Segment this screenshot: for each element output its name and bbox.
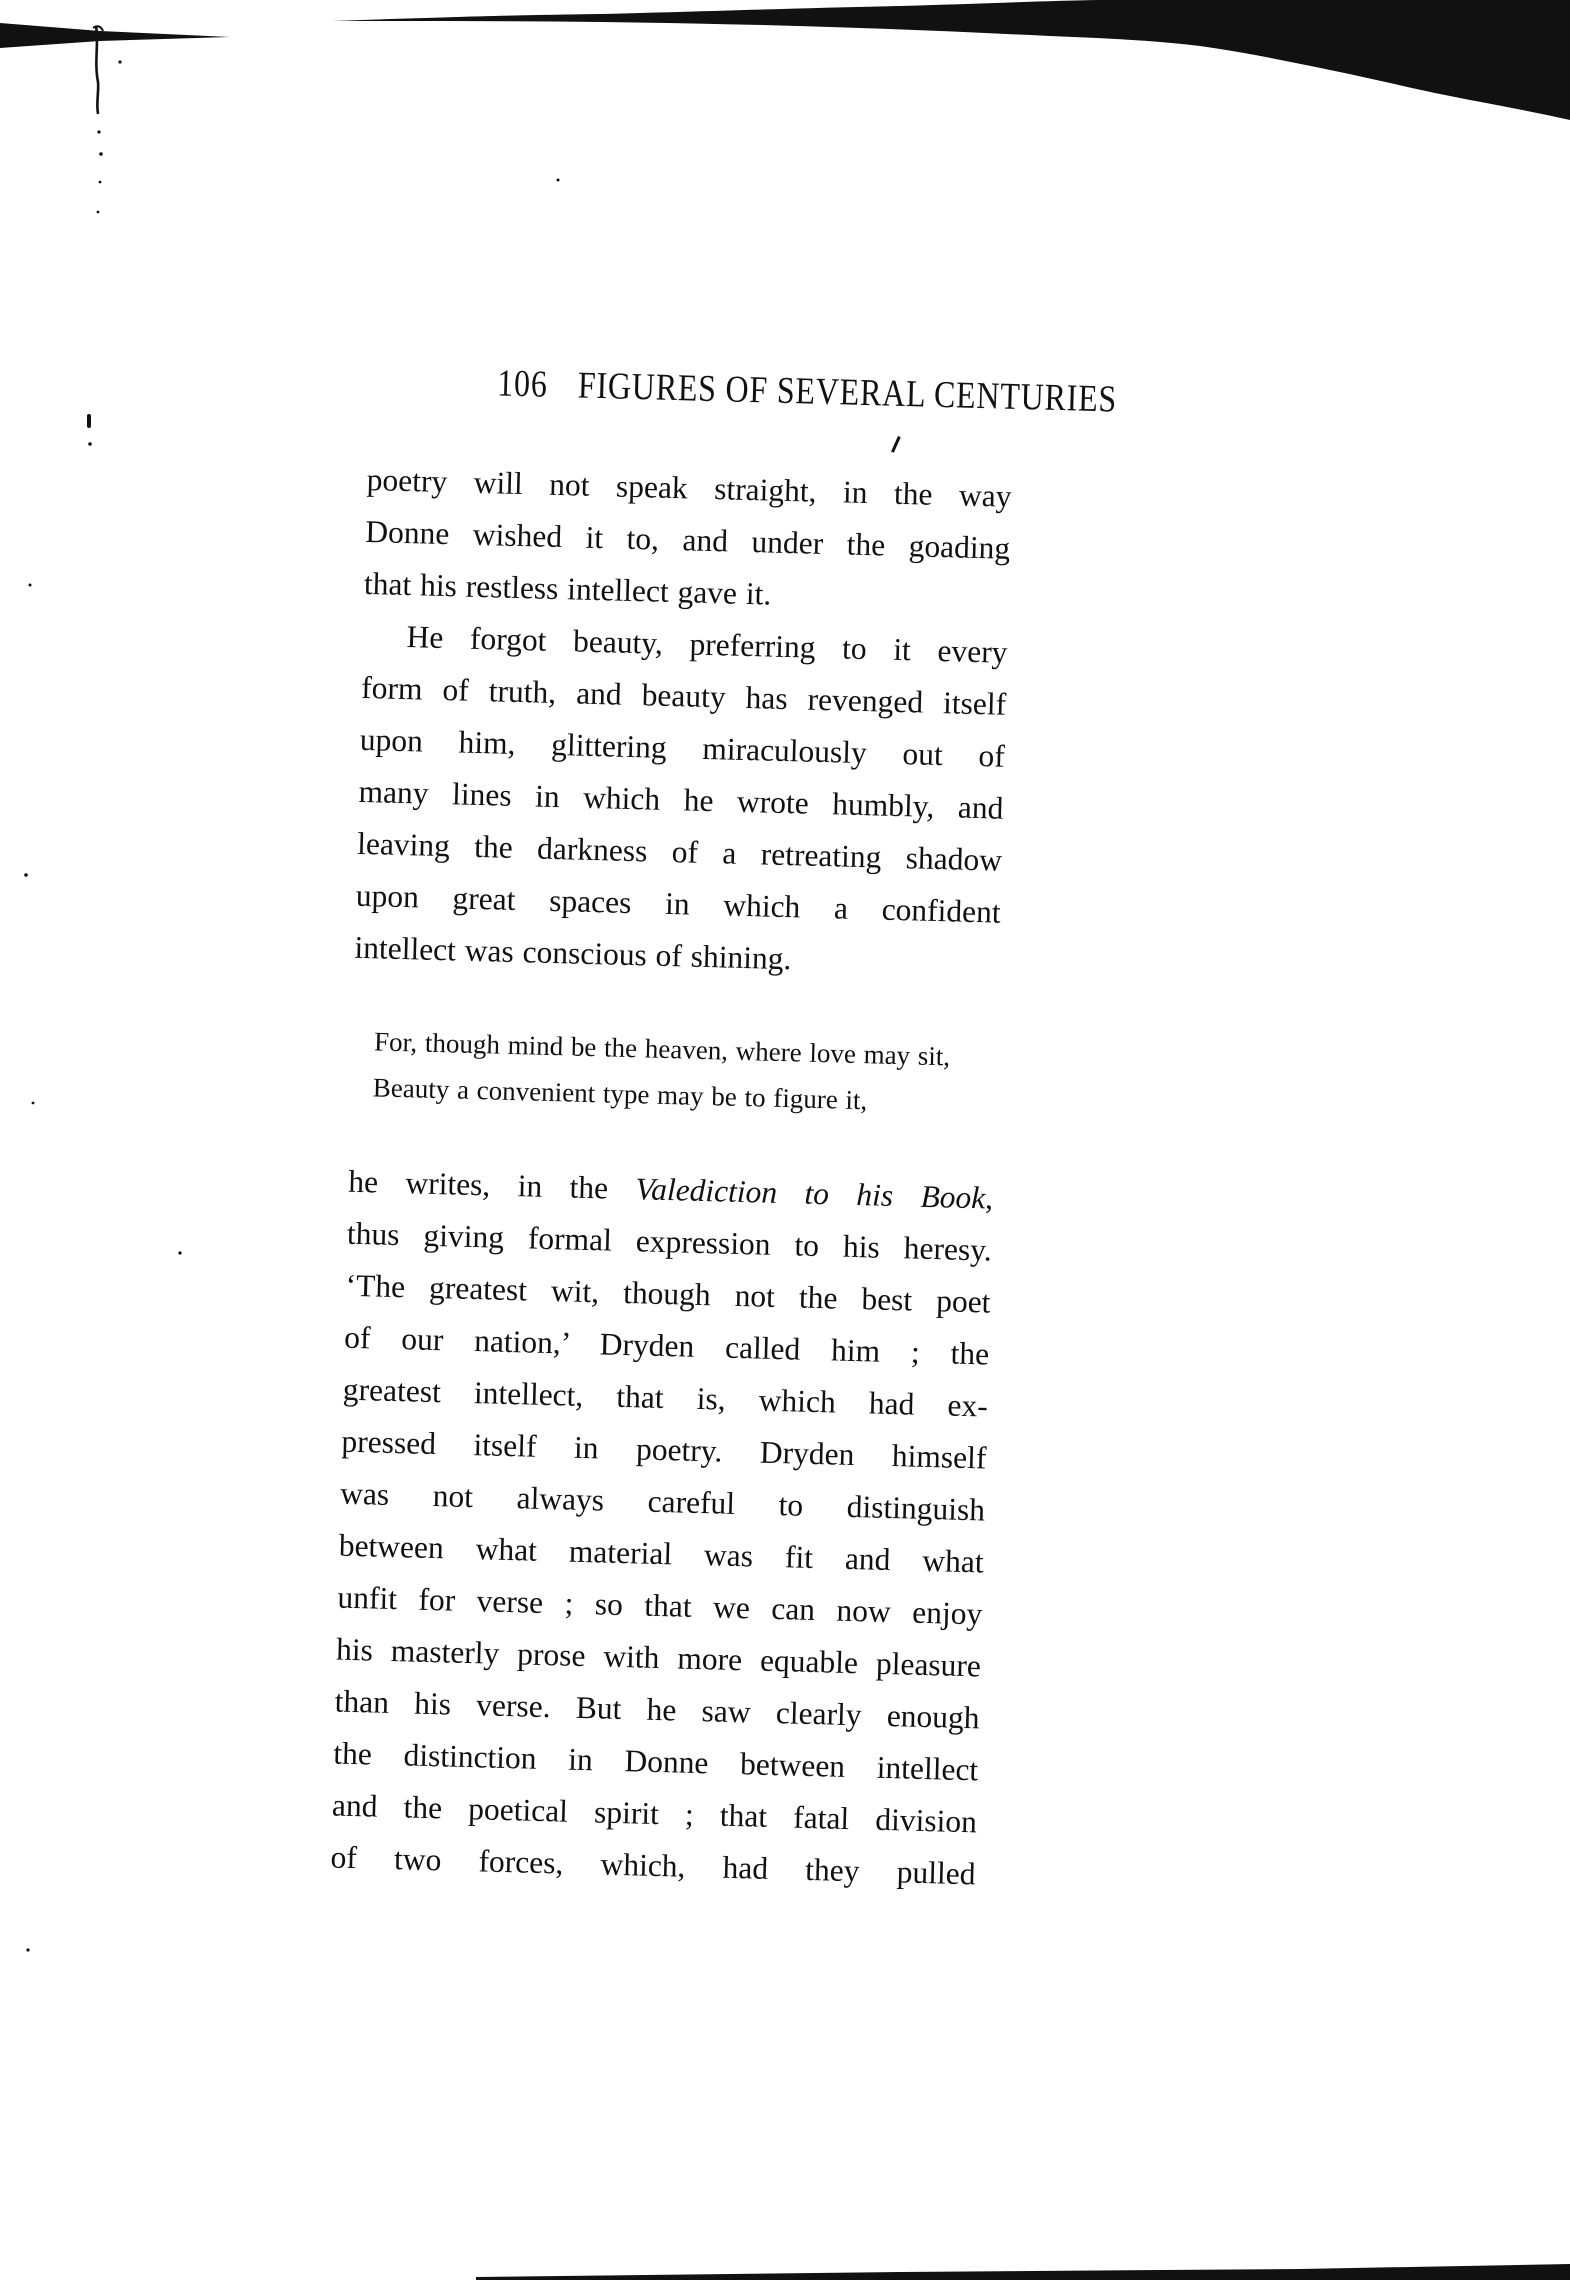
text-line: leaving the darkness of a retreating shadow bbox=[356, 825, 1003, 878]
ink-speck bbox=[88, 442, 92, 446]
text-line: many lines in which he wrote humbly, and bbox=[358, 773, 1004, 826]
scan-shadow-top-right bbox=[332, 0, 1570, 120]
ink-speck bbox=[118, 60, 121, 63]
running-title: FIGURES OF SEVERAL CENTURIES bbox=[577, 364, 1118, 421]
text-line: was not always careful to distinguish bbox=[339, 1475, 986, 1528]
text-line: his masterly prose with more equable pleasure bbox=[335, 1631, 982, 1684]
text-line: thus giving formal expression to his heresy. bbox=[346, 1215, 993, 1268]
paragraph bbox=[363, 454, 1012, 627]
text-line: that his restless intellect gave it. bbox=[363, 565, 772, 612]
text-line: He forgot beauty, preferring to it every bbox=[406, 619, 1008, 670]
ink-speck bbox=[178, 1251, 181, 1254]
text-line: poetry will not speak straight, in the way bbox=[366, 461, 1013, 514]
ink-speck bbox=[99, 152, 103, 156]
ink-speck bbox=[32, 1102, 35, 1105]
verse-quote bbox=[350, 1018, 997, 1127]
text-line: Donne wished it to, and under the goading bbox=[364, 513, 1011, 566]
ink-speck bbox=[97, 130, 100, 133]
ink-speck bbox=[87, 414, 91, 428]
ink-speck bbox=[26, 1948, 29, 1951]
text-line: of our nation,’ Dryden called him ; the bbox=[343, 1319, 990, 1372]
paragraph bbox=[354, 610, 1008, 991]
text-line: between what material was fit and what bbox=[338, 1527, 985, 1580]
scan-shadow-top-left bbox=[0, 23, 230, 48]
text-block bbox=[330, 356, 1118, 1900]
ink-speck bbox=[97, 211, 100, 214]
text-line: than his verse. But he saw clearly enough bbox=[334, 1683, 981, 1736]
pen-mark-hook bbox=[90, 26, 105, 38]
text-line: and the poetical spirit ; that fatal division bbox=[331, 1787, 978, 1840]
text-line: upon him, glittering miraculously out of bbox=[359, 721, 1006, 774]
ink-speck bbox=[99, 181, 102, 184]
text-line: of two forces, which, had they pulled bbox=[330, 1839, 976, 1892]
page-number: 106 bbox=[496, 362, 549, 406]
ink-speck bbox=[557, 179, 560, 182]
running-head bbox=[496, 359, 1118, 421]
ink-speck bbox=[29, 584, 32, 587]
text-line: he writes, in the Valediction to his Book, bbox=[347, 1163, 994, 1216]
paragraph bbox=[330, 1156, 994, 1901]
text-line: intellect was conscious of shining. bbox=[354, 929, 792, 977]
text-line: For, though mind be the heaven, where love may sit, bbox=[373, 1026, 951, 1072]
text-line: form of truth, and beauty has revenged itself bbox=[360, 669, 1007, 722]
text-line: pressed itself in poetry. Dryden himself bbox=[341, 1423, 987, 1476]
text-line: upon great spaces in which a confident bbox=[355, 877, 1002, 930]
text-line: the distinction in Donne between intellect bbox=[332, 1735, 979, 1788]
ink-speck bbox=[24, 873, 28, 877]
text-line: greatest intellect, that is, which had ex- bbox=[342, 1371, 989, 1424]
pen-mark bbox=[96, 26, 98, 114]
text-line: Beauty a convenient type may be to figure it, bbox=[372, 1072, 868, 1116]
scan-shadow-bottom bbox=[476, 2264, 1570, 2280]
text-column bbox=[330, 454, 1012, 1900]
text-line: ‘The greatest wit, though not the best poet bbox=[345, 1267, 991, 1320]
text-line: unfit for verse ; so that we can now enjoy bbox=[337, 1579, 983, 1632]
